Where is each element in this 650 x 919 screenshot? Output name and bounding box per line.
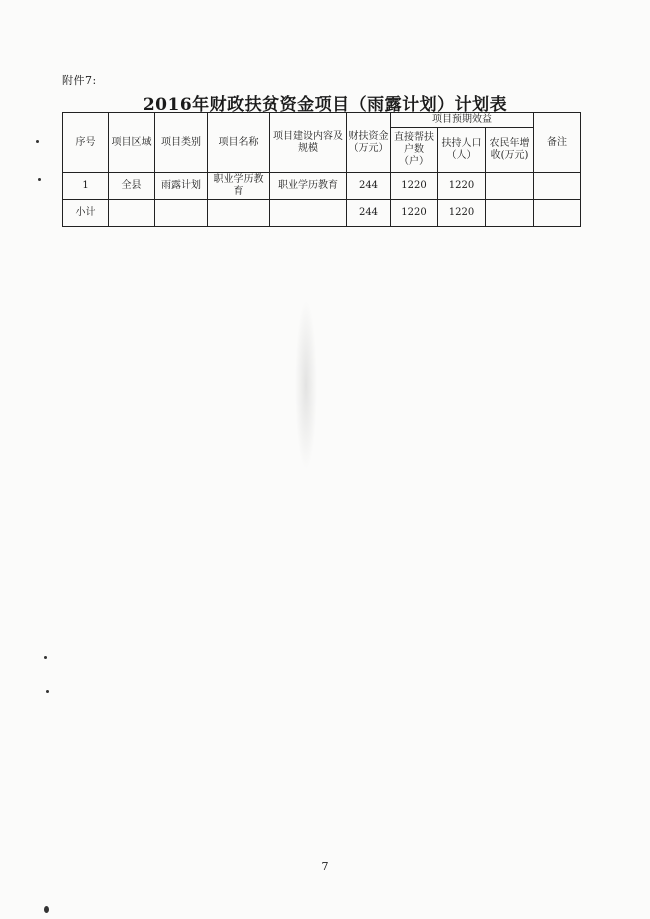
cell-category: 雨露计划 [155,173,208,200]
scan-speck [36,140,39,143]
cell-subtotal-people: 1220 [438,200,486,227]
document-title: 2016年财政扶贫资金项目（雨露计划）计划表 [142,95,508,115]
cell-name: 职业学历教育 [208,173,270,200]
scan-speck [46,690,49,693]
header-name: 项目名称 [208,113,270,173]
header-households: 直接帮扶户数（户） [391,128,438,173]
table-row [63,173,581,200]
scan-speck [44,906,49,913]
scan-speck [38,178,41,181]
header-row [63,113,581,128]
header-funds: 财扶资金（万元） [347,113,391,173]
cell-subtotal-content [270,200,347,227]
cell-income [486,173,534,200]
header-area: 项目区域 [109,113,155,173]
cell-subtotal-households: 1220 [391,200,438,227]
page-number: 7 [321,860,329,873]
cell-remarks [534,173,581,200]
cell-subtotal-label: 小计 [63,200,109,227]
cell-households: 1220 [391,173,438,200]
attachment-label: 附件7: [62,74,97,87]
header-remarks: 备注 [534,113,581,173]
scan-smudge [295,300,317,470]
header-people: 扶持人口（人） [438,128,486,173]
cell-subtotal-income [486,200,534,227]
header-seq: 序号 [63,113,109,173]
cell-subtotal-name [208,200,270,227]
cell-seq: 1 [63,173,109,200]
cell-subtotal-remarks [534,200,581,227]
cell-area: 全县 [109,173,155,200]
header-category: 项目类别 [155,113,208,173]
cell-subtotal-funds: 244 [347,200,391,227]
header-content: 项目建设内容及规模 [270,113,347,173]
plan-table [62,112,581,227]
cell-content: 职业学历教育 [270,173,347,200]
cell-people: 1220 [438,173,486,200]
scan-speck [44,656,47,659]
header-income: 农民年增收(万元) [486,128,534,173]
header-benefits-group: 项目预期效益 [391,113,534,128]
cell-subtotal-area [109,200,155,227]
subtotal-row [63,200,581,227]
cell-subtotal-category [155,200,208,227]
cell-funds: 244 [347,173,391,200]
